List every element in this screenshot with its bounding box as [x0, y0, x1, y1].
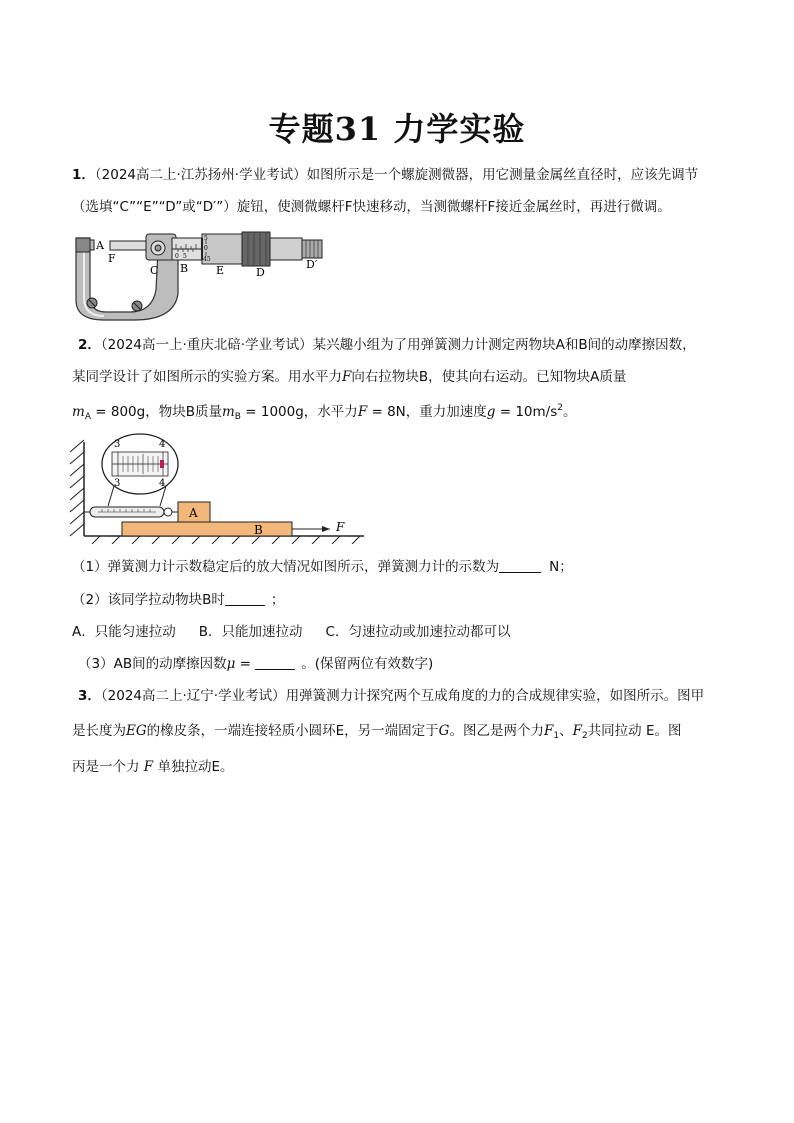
q2-sub3-eq: =: [235, 656, 256, 672]
block-a-label: A: [189, 506, 198, 520]
q2-f-val: = 8N，重力加速度: [367, 404, 487, 420]
q2-option-a[interactable]: A．只能匀速拉动: [72, 624, 176, 640]
q2-sub1: [72, 557, 573, 577]
q2-text-1: 某兴趣小组为了用弹簧测力计测定两物块A和B间的动摩擦因数，: [312, 337, 696, 353]
q2-sub3: [78, 654, 433, 674]
q3-f1-sub: 1: [553, 731, 560, 741]
mic-label-d: D: [256, 266, 265, 279]
mic-scale-5: 5: [183, 253, 187, 260]
q2-ma-sub: A: [84, 412, 91, 422]
q1-text-2: （选填“C”“E”“D”或“D′”）旋钮，使测微螺杆F快速移动，当测微螺杆F接近金属丝时，再进行微调。: [72, 199, 671, 215]
q3-line1: [78, 686, 704, 706]
q3-line3: [72, 757, 234, 777]
q2-sub2-text: （2）该同学拉动物块B时: [72, 592, 225, 608]
q2-mb-sub: B: [234, 412, 241, 422]
q2-sub1-blank[interactable]: [499, 559, 541, 573]
scale-bottom-3: 3: [114, 478, 121, 489]
q2-text-2b: 向右拉物块B，使其向右运动。已知物块A质量: [351, 369, 627, 385]
q2-mb-val: = 1000g，水平力: [240, 404, 358, 420]
q3-f2: F: [572, 723, 582, 739]
q1-text-1: 如图所示是一个螺旋测微器，用它测量金属丝直径时，应该先调节: [306, 167, 699, 183]
q3-var-eg: EG: [126, 723, 147, 739]
mic-label-dprime: D′: [306, 258, 318, 271]
q3-text-3a: 丙是一个力: [72, 759, 144, 775]
q3-f2-sub: 2: [581, 731, 588, 741]
q3-var-g: G: [438, 723, 450, 739]
q3-text-2d: 共同拉动 E。图: [587, 723, 682, 739]
q2-f-sym: F: [357, 404, 368, 420]
q3-source: （2024高二上·辽宁·学业考试）: [100, 688, 286, 704]
q2-options: [72, 622, 510, 642]
micrometer-figure: [70, 228, 332, 322]
q2-ma-sym: m: [72, 404, 85, 420]
q2-sub3-end: 。(保留两位有效数字): [301, 656, 434, 672]
q3-text-3b: 单独拉动E。: [153, 759, 234, 775]
q2-line1: [78, 335, 696, 355]
block-b-label: B: [254, 523, 263, 537]
q2-sub3-blank[interactable]: [255, 656, 295, 670]
mic-thimble-0: 0: [204, 245, 208, 252]
q3-line2: [72, 721, 682, 746]
spring-scale-figure: [68, 432, 368, 544]
force-f-label: F: [336, 520, 345, 534]
q2-sub1-unit: N；: [549, 559, 573, 575]
scale-top-3: 3: [114, 439, 121, 450]
q1-line2: [72, 197, 671, 217]
q1-number: 1．: [72, 167, 95, 183]
mic-thimble-5: 5: [204, 235, 208, 242]
scale-top-4: 4: [159, 439, 166, 450]
q2-option-b[interactable]: B．只能加速拉动: [198, 624, 303, 640]
q2-text-2a: 某同学设计了如图所示的实验方案。用水平力: [72, 369, 342, 385]
q2-g-sup: 2: [557, 403, 563, 413]
q2-ma-val: = 800g，物块B质量: [90, 404, 222, 420]
q3-text-2c: 。图乙是两个力: [449, 723, 544, 739]
q3-f1: F: [543, 723, 554, 739]
q2-number: 2．: [78, 337, 101, 353]
q2-g-sym: g: [486, 404, 496, 420]
mic-label-a: A: [96, 239, 104, 252]
q2-sub3-text: （3）AB间的动摩擦因数: [78, 656, 227, 672]
q3-var-f: F: [143, 759, 154, 775]
q3-sep: 、: [559, 723, 573, 739]
q2-sub2-end: ；: [270, 592, 285, 608]
q2-var-f: F: [342, 369, 352, 385]
q2-source: （2024高一上·重庆北碚·学业考试）: [100, 337, 313, 353]
q3-number: 3．: [78, 688, 101, 704]
q3-text-2b: 的橡皮条，一端连接轻质小圆环E，另一端固定于: [146, 723, 439, 739]
q2-mb-sym: m: [221, 404, 235, 420]
q2-line3: [72, 398, 576, 427]
q2-sub2: [72, 590, 284, 610]
q3-text-2a: 是长度为: [72, 723, 126, 739]
q1-source: （2024高二上·江苏扬州·学业考试）: [94, 167, 307, 183]
q2-sub3-mu: μ: [226, 656, 236, 672]
q2-g-val: = 10m/s: [495, 404, 558, 420]
mic-label-b: B: [180, 262, 189, 275]
q2-line2: [72, 367, 626, 387]
q1-line1: [72, 165, 698, 185]
mic-scale-0: 0: [175, 253, 179, 260]
mic-label-e: E: [216, 264, 225, 277]
q2-g-end: 。: [562, 404, 577, 420]
q2-sub2-blank[interactable]: [225, 592, 265, 606]
q2-option-c[interactable]: C．匀速拉动或加速拉动都可以: [325, 624, 511, 640]
q2-sub1-text: （1）弹簧测力计示数稳定后的放大情况如图所示，弹簧测力计的示数为: [72, 559, 500, 575]
scale-bottom-4: 4: [159, 478, 166, 489]
page-title: 专题31 力学实验: [268, 110, 526, 148]
q3-text-1: 用弹簧测力计探究两个互成角度的力的合成规律实验，如图所示。图甲: [285, 688, 705, 704]
mic-thimble-45: 45: [203, 256, 211, 263]
mic-label-f: F: [108, 252, 116, 265]
mic-label-c: C: [150, 264, 159, 277]
